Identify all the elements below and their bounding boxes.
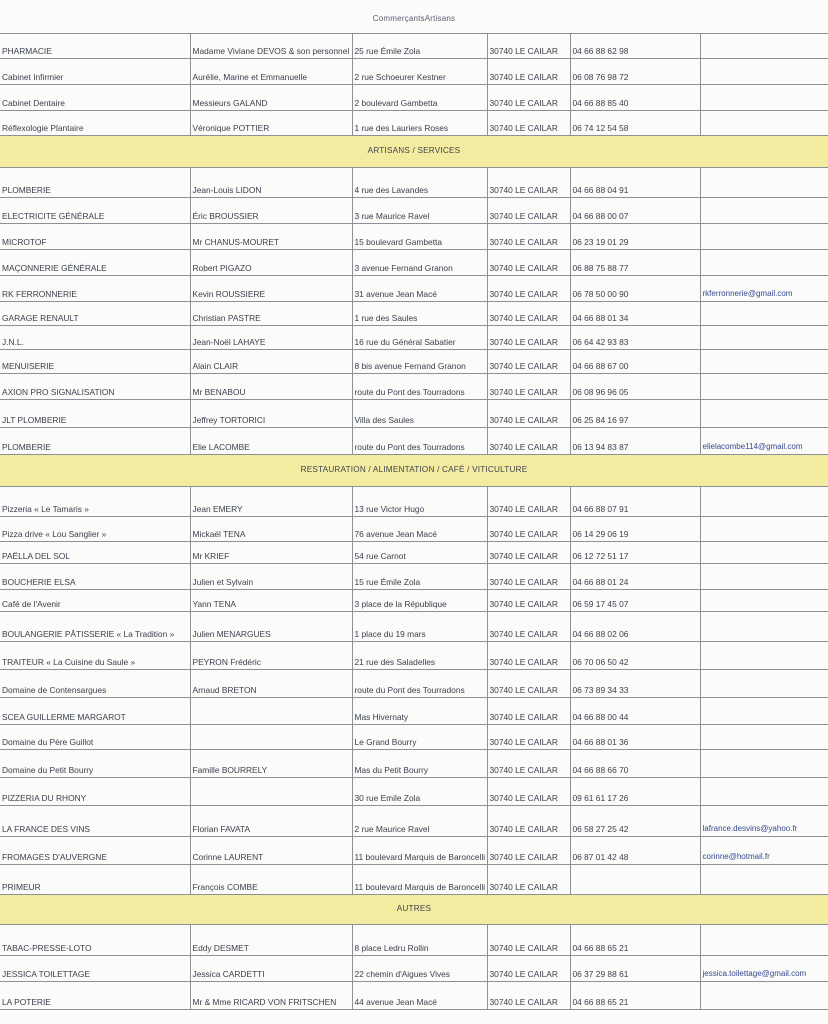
cell-city: 30740 LE CAILAR xyxy=(487,487,570,517)
cell-phone: 06 78 50 00 90 xyxy=(570,276,700,302)
cell-phone: 04 66 88 07 91 xyxy=(570,487,700,517)
cell-address: 22 chemin d'Aigues Vives xyxy=(352,956,487,982)
cell-city: 30740 LE CAILAR xyxy=(487,564,570,590)
table-row xyxy=(0,837,828,865)
table-row xyxy=(0,725,828,750)
table-row xyxy=(0,925,828,956)
table-row xyxy=(0,374,828,400)
cell-email[interactable] xyxy=(700,374,828,400)
table-row xyxy=(0,564,828,590)
table-row xyxy=(0,198,828,224)
cell-phone: 04 66 88 66 70 xyxy=(570,750,700,778)
cell-contact: Kevin ROUSSIERE xyxy=(190,276,352,302)
cell-phone: 06 88 75 88 77 xyxy=(570,250,700,276)
cell-contact: Yann TENA xyxy=(190,590,352,612)
cell-city: 30740 LE CAILAR xyxy=(487,198,570,224)
cell-email[interactable] xyxy=(700,612,828,642)
cell-contact: Jean EMERY xyxy=(190,487,352,517)
cell-address: Mas Hivernaty xyxy=(352,698,487,725)
cell-phone: 06 23 19 01 29 xyxy=(570,224,700,250)
cell-address: 76 avenue Jean Macé xyxy=(352,517,487,542)
cell-city: 30740 LE CAILAR xyxy=(487,224,570,250)
table-row xyxy=(0,670,828,698)
cell-phone: 06 87 01 42 48 xyxy=(570,837,700,865)
cell-address: 2 rue Maurice Ravel xyxy=(352,806,487,837)
cell-name: TABAC-PRESSE-LOTO xyxy=(0,925,190,956)
cell-email[interactable] xyxy=(700,642,828,670)
cell-address: 3 place de la République xyxy=(352,590,487,612)
cell-phone: 04 66 88 62 98 xyxy=(570,34,700,59)
cell-email[interactable] xyxy=(700,982,828,1010)
cell-city: 30740 LE CAILAR xyxy=(487,276,570,302)
cell-email[interactable] xyxy=(700,487,828,517)
directory-table xyxy=(0,33,828,1010)
cell-email[interactable] xyxy=(700,670,828,698)
cell-contact: Famille BOURRELY xyxy=(190,750,352,778)
cell-city: 30740 LE CAILAR xyxy=(487,837,570,865)
cell-contact: Messieurs GALAND xyxy=(190,85,352,111)
table-row xyxy=(0,487,828,517)
cell-contact: Corinne LAURENT xyxy=(190,837,352,865)
cell-name: PLOMBERIE xyxy=(0,428,190,455)
cell-email[interactable] xyxy=(700,865,828,895)
cell-address: 1 place du 19 mars xyxy=(352,612,487,642)
cell-city: 30740 LE CAILAR xyxy=(487,670,570,698)
table-row xyxy=(0,806,828,837)
cell-address: 15 boulevard Gambetta xyxy=(352,224,487,250)
cell-name: Réflexologie Plantaire xyxy=(0,111,190,136)
cell-phone: 06 25 84 16 97 xyxy=(570,400,700,428)
cell-contact: François COMBE xyxy=(190,865,352,895)
cell-city: 30740 LE CAILAR xyxy=(487,168,570,198)
section-title: RESTAURATION / ALIMENTATION / CAFÉ / VITICULTURE xyxy=(0,455,828,487)
table-row xyxy=(0,698,828,725)
section-header xyxy=(0,455,828,487)
cell-address: 2 rue Schoeurer Kestner xyxy=(352,59,487,85)
cell-address: 15 rue Émile Zola xyxy=(352,564,487,590)
cell-name: Domaine du Père Guillot xyxy=(0,725,190,750)
cell-email[interactable] xyxy=(700,326,828,350)
cell-address: 3 avenue Fernand Granon xyxy=(352,250,487,276)
cell-phone: 06 12 72 51 17 xyxy=(570,542,700,564)
cell-email[interactable]: elielacombe114@gmail.com xyxy=(700,428,828,455)
cell-email[interactable] xyxy=(700,698,828,725)
cell-name: PHARMACIE xyxy=(0,34,190,59)
table-row xyxy=(0,111,828,136)
section-title: ARTISANS / SERVICES xyxy=(0,136,828,168)
cell-name: SCEA GUILLERME MARGAROT xyxy=(0,698,190,725)
cell-address: 16 rue du Général Sabatier xyxy=(352,326,487,350)
cell-city: 30740 LE CAILAR xyxy=(487,400,570,428)
cell-address: route du Pont des Tourradons xyxy=(352,374,487,400)
cell-name: MICROTOF xyxy=(0,224,190,250)
cell-city: 30740 LE CAILAR xyxy=(487,302,570,326)
cell-phone: 06 08 96 96 05 xyxy=(570,374,700,400)
cell-contact xyxy=(190,778,352,806)
cell-email[interactable] xyxy=(700,224,828,250)
table-row xyxy=(0,642,828,670)
cell-contact: Julien MENARGUES xyxy=(190,612,352,642)
cell-city: 30740 LE CAILAR xyxy=(487,982,570,1010)
cell-phone: 04 66 88 85 40 xyxy=(570,85,700,111)
cell-name: Cabinet Infirmier xyxy=(0,59,190,85)
cell-city: 30740 LE CAILAR xyxy=(487,517,570,542)
table-row xyxy=(0,612,828,642)
cell-email[interactable] xyxy=(700,59,828,85)
table-row xyxy=(0,85,828,111)
cell-address: 54 rue Carnot xyxy=(352,542,487,564)
cell-phone: 04 66 88 00 07 xyxy=(570,198,700,224)
cell-contact: Jean-Louis LIDON xyxy=(190,168,352,198)
cell-city: 30740 LE CAILAR xyxy=(487,59,570,85)
cell-name: JESSICA TOILETTAGE xyxy=(0,956,190,982)
cell-phone: 06 74 12 54 58 xyxy=(570,111,700,136)
cell-phone: 09 61 61 17 26 xyxy=(570,778,700,806)
cell-city: 30740 LE CAILAR xyxy=(487,374,570,400)
cell-contact: Jessica CARDETTI xyxy=(190,956,352,982)
cell-city: 30740 LE CAILAR xyxy=(487,806,570,837)
cell-name: Pizzeria « Le Tamaris » xyxy=(0,487,190,517)
cell-email[interactable] xyxy=(700,517,828,542)
cell-city: 30740 LE CAILAR xyxy=(487,956,570,982)
cell-contact: Alain CLAIR xyxy=(190,350,352,374)
cell-contact: Aurélie, Marine et Emmanuelle xyxy=(190,59,352,85)
cell-email[interactable] xyxy=(700,750,828,778)
cell-name: MAÇONNERIE GÉNÉRALE xyxy=(0,250,190,276)
cell-name: Pizza drive « Lou Sanglier » xyxy=(0,517,190,542)
cell-name: Domaine de Contensargues xyxy=(0,670,190,698)
cell-city: 30740 LE CAILAR xyxy=(487,865,570,895)
section-header xyxy=(0,895,828,925)
cell-address: Le Grand Bourry xyxy=(352,725,487,750)
cell-phone: 04 66 88 04 91 xyxy=(570,168,700,198)
table-row xyxy=(0,326,828,350)
cell-name: Domaine du Petit Bourry xyxy=(0,750,190,778)
cell-city: 30740 LE CAILAR xyxy=(487,590,570,612)
cell-address: Villa des Saules xyxy=(352,400,487,428)
table-row xyxy=(0,428,828,455)
cell-contact: Florian FAVATA xyxy=(190,806,352,837)
cell-address: 30 rue Emile Zola xyxy=(352,778,487,806)
cell-address: 1 rue des Saules xyxy=(352,302,487,326)
cell-name: MENUISERIE xyxy=(0,350,190,374)
cell-city: 30740 LE CAILAR xyxy=(487,111,570,136)
table-row xyxy=(0,168,828,198)
cell-address: 31 avenue Jean Macé xyxy=(352,276,487,302)
cell-city: 30740 LE CAILAR xyxy=(487,698,570,725)
cell-phone: 06 59 17 45 07 xyxy=(570,590,700,612)
cell-city: 30740 LE CAILAR xyxy=(487,85,570,111)
cell-email[interactable]: corinne@hotmail.fr xyxy=(700,837,828,865)
cell-contact: Jean-Noël LAHAYE xyxy=(190,326,352,350)
cell-address: 21 rue des Saladelles xyxy=(352,642,487,670)
cell-address: route du Pont des Tourradons xyxy=(352,670,487,698)
cell-name: RK FERRONNERIE xyxy=(0,276,190,302)
cell-city: 30740 LE CAILAR xyxy=(487,750,570,778)
cell-contact: Éric BROUSSIER xyxy=(190,198,352,224)
cell-contact: PEYRON Frédéric xyxy=(190,642,352,670)
cell-phone: 06 14 29 06 19 xyxy=(570,517,700,542)
cell-email[interactable] xyxy=(700,350,828,374)
cell-city: 30740 LE CAILAR xyxy=(487,925,570,956)
section-title: AUTRES xyxy=(0,895,828,925)
cell-phone: 06 58 27 25 42 xyxy=(570,806,700,837)
cell-phone: 04 66 88 00 44 xyxy=(570,698,700,725)
cell-name: PIZZERIA DU RHONY xyxy=(0,778,190,806)
section-header xyxy=(0,136,828,168)
cell-address: 13 rue Victor Hugo xyxy=(352,487,487,517)
table-row xyxy=(0,517,828,542)
cell-phone: 04 66 88 01 36 xyxy=(570,725,700,750)
cell-contact: Mickaël TENA xyxy=(190,517,352,542)
table-row xyxy=(0,865,828,895)
cell-address: 25 rue Émile Zola xyxy=(352,34,487,59)
table-row xyxy=(0,542,828,564)
table-row xyxy=(0,350,828,374)
cell-phone: 06 08 76 98 72 xyxy=(570,59,700,85)
table-row xyxy=(0,400,828,428)
cell-name: FROMAGES D'AUVERGNE xyxy=(0,837,190,865)
table-row xyxy=(0,224,828,250)
cell-address: 8 place Ledru Rollin xyxy=(352,925,487,956)
cell-contact: Madame Viviane DEVOS & son personnel xyxy=(190,34,352,59)
cell-phone: 06 70 06 50 42 xyxy=(570,642,700,670)
cell-contact xyxy=(190,698,352,725)
cell-email[interactable]: jessica.toilettage@gmail.com xyxy=(700,956,828,982)
table-row xyxy=(0,778,828,806)
cell-address: 11 boulevard Marquis de Baroncelli xyxy=(352,865,487,895)
cell-name: JLT PLOMBERIE xyxy=(0,400,190,428)
cell-contact: Mr KRIEF xyxy=(190,542,352,564)
cell-email[interactable] xyxy=(700,111,828,136)
cell-city: 30740 LE CAILAR xyxy=(487,350,570,374)
cell-name: Café de l'Avenir xyxy=(0,590,190,612)
cell-email[interactable] xyxy=(700,778,828,806)
cell-email[interactable] xyxy=(700,85,828,111)
table-row xyxy=(0,34,828,59)
cell-address: 2 boulevard Gambetta xyxy=(352,85,487,111)
cell-phone: 06 37 29 88 61 xyxy=(570,956,700,982)
cell-city: 30740 LE CAILAR xyxy=(487,326,570,350)
cell-email[interactable] xyxy=(700,34,828,59)
cell-city: 30740 LE CAILAR xyxy=(487,612,570,642)
cell-name: PLOMBERIE xyxy=(0,168,190,198)
cell-name: Cabinet Dentaire xyxy=(0,85,190,111)
cell-email[interactable] xyxy=(700,400,828,428)
directory-body xyxy=(0,34,828,1010)
table-row xyxy=(0,250,828,276)
cell-email[interactable] xyxy=(700,590,828,612)
cell-phone: 04 66 88 02 06 xyxy=(570,612,700,642)
cell-contact xyxy=(190,725,352,750)
cell-phone: 06 64 42 93 83 xyxy=(570,326,700,350)
cell-name: BOULANGERIE PÂTISSERIE « La Tradition » xyxy=(0,612,190,642)
table-row xyxy=(0,956,828,982)
table-row xyxy=(0,276,828,302)
cell-address: 1 rue des Lauriers Roses xyxy=(352,111,487,136)
cell-phone: 04 66 88 65 21 xyxy=(570,925,700,956)
cell-name: LA POTERIE xyxy=(0,982,190,1010)
cell-city: 30740 LE CAILAR xyxy=(487,34,570,59)
cell-name: AXION PRO SIGNALISATION xyxy=(0,374,190,400)
cell-email[interactable] xyxy=(700,302,828,326)
cell-contact: Véronique POTTIER xyxy=(190,111,352,136)
cell-email[interactable] xyxy=(700,925,828,956)
cell-address: 44 avenue Jean Macé xyxy=(352,982,487,1010)
cell-name: PAËLLA DEL SOL xyxy=(0,542,190,564)
table-row xyxy=(0,982,828,1010)
cell-contact: Robert PIGAZO xyxy=(190,250,352,276)
cell-city: 30740 LE CAILAR xyxy=(487,542,570,564)
cell-phone: 04 66 88 01 24 xyxy=(570,564,700,590)
page-title: CommerçantsArtisans xyxy=(372,14,456,23)
cell-city: 30740 LE CAILAR xyxy=(487,725,570,750)
cell-address: 3 rue Maurice Ravel xyxy=(352,198,487,224)
cell-phone: 06 13 94 83 87 xyxy=(570,428,700,455)
cell-contact: Arnaud BRETON xyxy=(190,670,352,698)
cell-name: GARAGE RENAULT xyxy=(0,302,190,326)
table-row xyxy=(0,750,828,778)
cell-contact: Mr & Mme RICARD VON FRITSCHEN xyxy=(190,982,352,1010)
cell-email[interactable] xyxy=(700,542,828,564)
cell-phone: 04 66 88 67 00 xyxy=(570,350,700,374)
cell-contact: Elie LACOMBE xyxy=(190,428,352,455)
cell-email[interactable] xyxy=(700,725,828,750)
cell-phone: 04 66 88 65 21 xyxy=(570,982,700,1010)
cell-contact: Julien et Sylvain xyxy=(190,564,352,590)
table-row xyxy=(0,302,828,326)
cell-phone: 04 66 88 01 34 xyxy=(570,302,700,326)
cell-name: J.N.L. xyxy=(0,326,190,350)
cell-city: 30740 LE CAILAR xyxy=(487,428,570,455)
cell-email[interactable]: rkferronnerie@gmail.com xyxy=(700,276,828,302)
cell-city: 30740 LE CAILAR xyxy=(487,250,570,276)
table-row xyxy=(0,590,828,612)
cell-address: 4 rue des Lavandes xyxy=(352,168,487,198)
cell-city: 30740 LE CAILAR xyxy=(487,642,570,670)
cell-email[interactable] xyxy=(700,168,828,198)
cell-phone: 06 73 89 34 33 xyxy=(570,670,700,698)
cell-name: BOUCHERIE ELSA xyxy=(0,564,190,590)
cell-name: PRIMEUR xyxy=(0,865,190,895)
cell-name: TRAITEUR « La Cuisine du Saule » xyxy=(0,642,190,670)
cell-email[interactable] xyxy=(700,250,828,276)
cell-contact: Mr CHANUS-MOURET xyxy=(190,224,352,250)
cell-city: 30740 LE CAILAR xyxy=(487,778,570,806)
cell-contact: Jeffrey TORTORICI xyxy=(190,400,352,428)
cell-address: 11 boulevard Marquis de Baroncelli xyxy=(352,837,487,865)
cell-email[interactable] xyxy=(700,564,828,590)
cell-email[interactable] xyxy=(700,198,828,224)
table-row xyxy=(0,59,828,85)
cell-address: 8 bis avenue Fernand Granon xyxy=(352,350,487,374)
cell-name: LA FRANCE DES VINS xyxy=(0,806,190,837)
cell-contact: Eddy DESMET xyxy=(190,925,352,956)
cell-phone xyxy=(570,865,700,895)
cell-contact: Mr BENABOU xyxy=(190,374,352,400)
cell-address: Mas du Petit Bourry xyxy=(352,750,487,778)
cell-name: ELECTRICITE GÉNÉRALE xyxy=(0,198,190,224)
cell-contact: Christian PASTRE xyxy=(190,302,352,326)
cell-address: route du Pont des Tourradons xyxy=(352,428,487,455)
cell-email[interactable]: lafrance.desvins@yahoo.fr xyxy=(700,806,828,837)
